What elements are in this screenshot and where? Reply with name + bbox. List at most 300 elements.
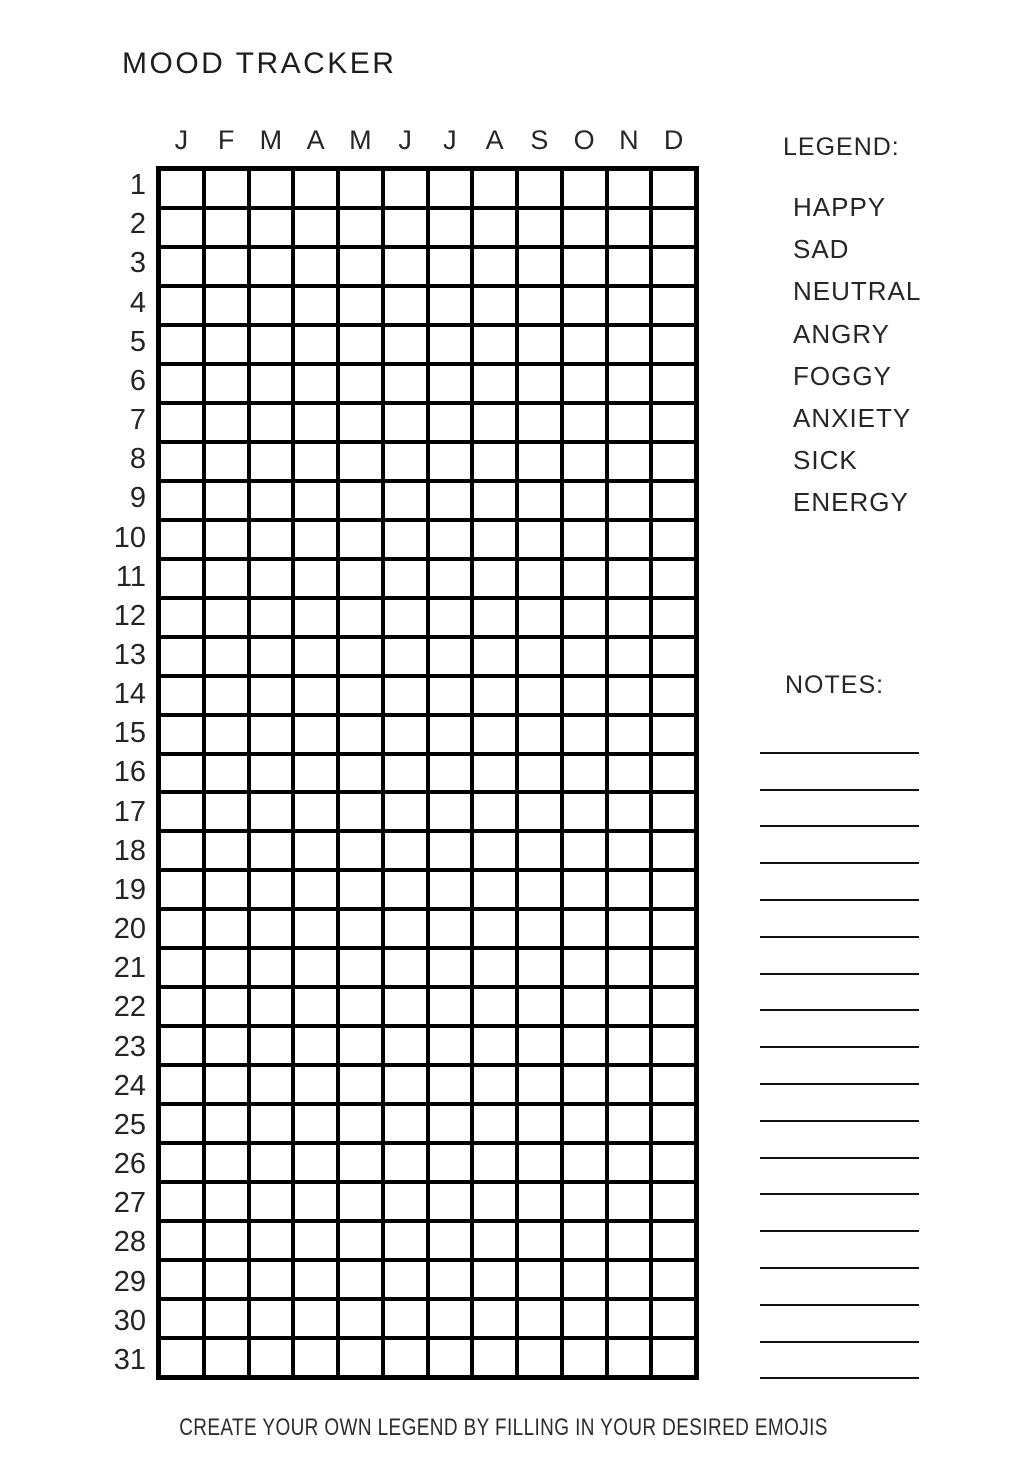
mood-cell[interactable] bbox=[385, 288, 426, 323]
mood-cell[interactable] bbox=[474, 1028, 515, 1063]
mood-cell[interactable] bbox=[340, 561, 381, 596]
mood-cell[interactable] bbox=[609, 1301, 650, 1336]
mood-cell[interactable] bbox=[430, 561, 471, 596]
mood-cell[interactable] bbox=[609, 717, 650, 752]
note-line[interactable] bbox=[760, 938, 919, 975]
mood-cell[interactable] bbox=[161, 794, 202, 829]
mood-cell[interactable] bbox=[251, 483, 292, 518]
mood-cell[interactable] bbox=[340, 1028, 381, 1063]
mood-cell[interactable] bbox=[385, 639, 426, 674]
mood-cell[interactable] bbox=[653, 561, 694, 596]
mood-cell[interactable] bbox=[564, 794, 605, 829]
mood-cell[interactable] bbox=[340, 171, 381, 206]
mood-cell[interactable] bbox=[653, 210, 694, 245]
mood-cell[interactable] bbox=[161, 911, 202, 946]
mood-cell[interactable] bbox=[474, 483, 515, 518]
mood-cell[interactable] bbox=[385, 1067, 426, 1102]
mood-cell[interactable] bbox=[206, 171, 247, 206]
mood-cell[interactable] bbox=[564, 210, 605, 245]
mood-cell[interactable] bbox=[474, 678, 515, 713]
mood-cell[interactable] bbox=[564, 1262, 605, 1297]
mood-cell[interactable] bbox=[519, 405, 560, 440]
mood-cell[interactable] bbox=[251, 366, 292, 401]
mood-cell[interactable] bbox=[519, 366, 560, 401]
mood-cell[interactable] bbox=[519, 483, 560, 518]
mood-cell[interactable] bbox=[609, 639, 650, 674]
mood-cell[interactable] bbox=[251, 249, 292, 284]
mood-cell[interactable] bbox=[206, 1262, 247, 1297]
mood-cell[interactable] bbox=[474, 522, 515, 557]
mood-cell[interactable] bbox=[251, 717, 292, 752]
mood-cell[interactable] bbox=[653, 1262, 694, 1297]
mood-cell[interactable] bbox=[161, 872, 202, 907]
mood-cell[interactable] bbox=[206, 210, 247, 245]
mood-cell[interactable] bbox=[564, 756, 605, 791]
mood-cell[interactable] bbox=[653, 522, 694, 557]
mood-cell[interactable] bbox=[251, 1301, 292, 1336]
mood-cell[interactable] bbox=[564, 1067, 605, 1102]
mood-cell[interactable] bbox=[519, 1106, 560, 1141]
mood-cell[interactable] bbox=[385, 1340, 426, 1375]
mood-cell[interactable] bbox=[295, 366, 336, 401]
mood-cell[interactable] bbox=[340, 249, 381, 284]
mood-cell[interactable] bbox=[609, 522, 650, 557]
mood-cell[interactable] bbox=[474, 717, 515, 752]
mood-cell[interactable] bbox=[340, 833, 381, 868]
mood-cell[interactable] bbox=[653, 1184, 694, 1219]
mood-cell[interactable] bbox=[206, 639, 247, 674]
mood-cell[interactable] bbox=[251, 1184, 292, 1219]
mood-cell[interactable] bbox=[564, 249, 605, 284]
mood-cell[interactable] bbox=[340, 717, 381, 752]
mood-cell[interactable] bbox=[385, 444, 426, 479]
mood-cell[interactable] bbox=[474, 366, 515, 401]
mood-cell[interactable] bbox=[609, 989, 650, 1024]
mood-cell[interactable] bbox=[295, 989, 336, 1024]
mood-cell[interactable] bbox=[430, 1028, 471, 1063]
mood-cell[interactable] bbox=[519, 600, 560, 635]
mood-cell[interactable] bbox=[206, 794, 247, 829]
mood-cell[interactable] bbox=[340, 794, 381, 829]
mood-cell[interactable] bbox=[564, 872, 605, 907]
mood-cell[interactable] bbox=[474, 1145, 515, 1180]
mood-cell[interactable] bbox=[564, 989, 605, 1024]
mood-cell[interactable] bbox=[295, 288, 336, 323]
note-line[interactable] bbox=[760, 754, 919, 791]
mood-cell[interactable] bbox=[161, 717, 202, 752]
note-line[interactable] bbox=[760, 901, 919, 938]
mood-cell[interactable] bbox=[206, 833, 247, 868]
note-line[interactable] bbox=[760, 1343, 919, 1380]
mood-cell[interactable] bbox=[653, 366, 694, 401]
mood-cell[interactable] bbox=[653, 1067, 694, 1102]
mood-cell[interactable] bbox=[295, 405, 336, 440]
mood-cell[interactable] bbox=[340, 639, 381, 674]
mood-cell[interactable] bbox=[430, 171, 471, 206]
mood-cell[interactable] bbox=[653, 911, 694, 946]
mood-cell[interactable] bbox=[609, 249, 650, 284]
mood-cell[interactable] bbox=[340, 600, 381, 635]
mood-cell[interactable] bbox=[519, 1145, 560, 1180]
mood-cell[interactable] bbox=[295, 717, 336, 752]
mood-cell[interactable] bbox=[430, 872, 471, 907]
mood-cell[interactable] bbox=[519, 327, 560, 362]
mood-cell[interactable] bbox=[519, 1028, 560, 1063]
mood-cell[interactable] bbox=[430, 1223, 471, 1258]
mood-cell[interactable] bbox=[385, 483, 426, 518]
mood-cell[interactable] bbox=[206, 1223, 247, 1258]
mood-cell[interactable] bbox=[430, 1340, 471, 1375]
mood-cell[interactable] bbox=[474, 600, 515, 635]
mood-cell[interactable] bbox=[251, 600, 292, 635]
mood-cell[interactable] bbox=[564, 522, 605, 557]
mood-cell[interactable] bbox=[161, 210, 202, 245]
mood-cell[interactable] bbox=[295, 1301, 336, 1336]
mood-cell[interactable] bbox=[161, 366, 202, 401]
mood-cell[interactable] bbox=[251, 911, 292, 946]
mood-cell[interactable] bbox=[609, 366, 650, 401]
mood-cell[interactable] bbox=[251, 405, 292, 440]
note-line[interactable] bbox=[760, 1269, 919, 1306]
mood-cell[interactable] bbox=[385, 678, 426, 713]
mood-cell[interactable] bbox=[474, 833, 515, 868]
mood-cell[interactable] bbox=[519, 444, 560, 479]
mood-cell[interactable] bbox=[385, 210, 426, 245]
mood-cell[interactable] bbox=[385, 1223, 426, 1258]
mood-cell[interactable] bbox=[206, 366, 247, 401]
mood-cell[interactable] bbox=[340, 989, 381, 1024]
mood-cell[interactable] bbox=[251, 327, 292, 362]
mood-cell[interactable] bbox=[251, 561, 292, 596]
mood-cell[interactable] bbox=[609, 872, 650, 907]
mood-cell[interactable] bbox=[295, 1262, 336, 1297]
mood-cell[interactable] bbox=[653, 249, 694, 284]
mood-cell[interactable] bbox=[653, 989, 694, 1024]
mood-cell[interactable] bbox=[161, 950, 202, 985]
mood-cell[interactable] bbox=[206, 1184, 247, 1219]
mood-cell[interactable] bbox=[385, 756, 426, 791]
mood-cell[interactable] bbox=[609, 1184, 650, 1219]
mood-cell[interactable] bbox=[161, 1184, 202, 1219]
mood-cell[interactable] bbox=[609, 794, 650, 829]
mood-cell[interactable] bbox=[161, 1301, 202, 1336]
mood-cell[interactable] bbox=[251, 1106, 292, 1141]
mood-cell[interactable] bbox=[474, 288, 515, 323]
mood-cell[interactable] bbox=[609, 1340, 650, 1375]
mood-cell[interactable] bbox=[474, 911, 515, 946]
mood-cell[interactable] bbox=[519, 756, 560, 791]
mood-cell[interactable] bbox=[474, 1262, 515, 1297]
mood-cell[interactable] bbox=[340, 1106, 381, 1141]
mood-cell[interactable] bbox=[295, 561, 336, 596]
mood-cell[interactable] bbox=[295, 833, 336, 868]
mood-cell[interactable] bbox=[161, 1106, 202, 1141]
mood-cell[interactable] bbox=[474, 1106, 515, 1141]
mood-cell[interactable] bbox=[295, 1340, 336, 1375]
mood-cell[interactable] bbox=[564, 717, 605, 752]
mood-cell[interactable] bbox=[653, 1340, 694, 1375]
mood-cell[interactable] bbox=[474, 171, 515, 206]
mood-cell[interactable] bbox=[385, 561, 426, 596]
mood-cell[interactable] bbox=[385, 249, 426, 284]
mood-cell[interactable] bbox=[340, 444, 381, 479]
mood-cell[interactable] bbox=[430, 833, 471, 868]
note-line[interactable] bbox=[760, 827, 919, 864]
mood-cell[interactable] bbox=[161, 1223, 202, 1258]
mood-cell[interactable] bbox=[609, 1223, 650, 1258]
mood-cell[interactable] bbox=[251, 678, 292, 713]
mood-cell[interactable] bbox=[295, 327, 336, 362]
mood-cell[interactable] bbox=[385, 171, 426, 206]
mood-cell[interactable] bbox=[609, 911, 650, 946]
mood-cell[interactable] bbox=[385, 405, 426, 440]
mood-cell[interactable] bbox=[295, 171, 336, 206]
mood-cell[interactable] bbox=[161, 483, 202, 518]
mood-cell[interactable] bbox=[430, 794, 471, 829]
note-line[interactable] bbox=[760, 1085, 919, 1122]
mood-cell[interactable] bbox=[609, 678, 650, 713]
mood-cell[interactable] bbox=[430, 444, 471, 479]
mood-cell[interactable] bbox=[653, 600, 694, 635]
mood-cell[interactable] bbox=[430, 366, 471, 401]
mood-cell[interactable] bbox=[206, 522, 247, 557]
mood-cell[interactable] bbox=[609, 1262, 650, 1297]
mood-cell[interactable] bbox=[251, 756, 292, 791]
mood-cell[interactable] bbox=[609, 833, 650, 868]
mood-cell[interactable] bbox=[295, 249, 336, 284]
mood-cell[interactable] bbox=[251, 1067, 292, 1102]
mood-cell[interactable] bbox=[385, 600, 426, 635]
mood-cell[interactable] bbox=[206, 950, 247, 985]
mood-cell[interactable] bbox=[161, 1067, 202, 1102]
mood-cell[interactable] bbox=[385, 950, 426, 985]
mood-cell[interactable] bbox=[206, 1145, 247, 1180]
mood-cell[interactable] bbox=[653, 444, 694, 479]
mood-cell[interactable] bbox=[653, 1106, 694, 1141]
mood-cell[interactable] bbox=[430, 249, 471, 284]
mood-cell[interactable] bbox=[251, 872, 292, 907]
mood-cell[interactable] bbox=[519, 872, 560, 907]
mood-cell[interactable] bbox=[340, 1340, 381, 1375]
mood-cell[interactable] bbox=[653, 483, 694, 518]
mood-cell[interactable] bbox=[206, 911, 247, 946]
mood-cell[interactable] bbox=[251, 210, 292, 245]
mood-cell[interactable] bbox=[653, 1145, 694, 1180]
mood-cell[interactable] bbox=[653, 288, 694, 323]
mood-cell[interactable] bbox=[564, 1028, 605, 1063]
mood-cell[interactable] bbox=[430, 911, 471, 946]
mood-cell[interactable] bbox=[206, 1067, 247, 1102]
mood-cell[interactable] bbox=[564, 561, 605, 596]
mood-cell[interactable] bbox=[474, 405, 515, 440]
mood-cell[interactable] bbox=[206, 288, 247, 323]
mood-cell[interactable] bbox=[385, 794, 426, 829]
mood-cell[interactable] bbox=[430, 989, 471, 1024]
mood-cell[interactable] bbox=[385, 833, 426, 868]
mood-cell[interactable] bbox=[161, 249, 202, 284]
mood-cell[interactable] bbox=[161, 171, 202, 206]
mood-cell[interactable] bbox=[385, 522, 426, 557]
mood-cell[interactable] bbox=[161, 561, 202, 596]
mood-cell[interactable] bbox=[385, 717, 426, 752]
mood-cell[interactable] bbox=[474, 950, 515, 985]
mood-cell[interactable] bbox=[340, 1262, 381, 1297]
mood-cell[interactable] bbox=[251, 639, 292, 674]
mood-cell[interactable] bbox=[519, 833, 560, 868]
mood-cell[interactable] bbox=[430, 210, 471, 245]
mood-cell[interactable] bbox=[295, 756, 336, 791]
mood-cell[interactable] bbox=[251, 288, 292, 323]
mood-cell[interactable] bbox=[430, 1184, 471, 1219]
mood-cell[interactable] bbox=[340, 950, 381, 985]
mood-cell[interactable] bbox=[474, 1067, 515, 1102]
note-line[interactable] bbox=[760, 717, 919, 754]
mood-cell[interactable] bbox=[251, 950, 292, 985]
mood-cell[interactable] bbox=[206, 327, 247, 362]
mood-cell[interactable] bbox=[295, 600, 336, 635]
mood-cell[interactable] bbox=[430, 678, 471, 713]
mood-cell[interactable] bbox=[206, 561, 247, 596]
mood-cell[interactable] bbox=[161, 600, 202, 635]
mood-cell[interactable] bbox=[161, 989, 202, 1024]
note-line[interactable] bbox=[760, 1048, 919, 1085]
mood-cell[interactable] bbox=[609, 950, 650, 985]
mood-cell[interactable] bbox=[340, 1301, 381, 1336]
mood-cell[interactable] bbox=[430, 1106, 471, 1141]
mood-cell[interactable] bbox=[295, 872, 336, 907]
mood-cell[interactable] bbox=[161, 327, 202, 362]
mood-cell[interactable] bbox=[564, 600, 605, 635]
mood-cell[interactable] bbox=[251, 522, 292, 557]
mood-cell[interactable] bbox=[519, 678, 560, 713]
mood-cell[interactable] bbox=[609, 327, 650, 362]
mood-cell[interactable] bbox=[474, 1340, 515, 1375]
mood-cell[interactable] bbox=[295, 794, 336, 829]
mood-cell[interactable] bbox=[295, 483, 336, 518]
mood-cell[interactable] bbox=[653, 756, 694, 791]
mood-cell[interactable] bbox=[206, 405, 247, 440]
mood-cell[interactable] bbox=[251, 1223, 292, 1258]
mood-cell[interactable] bbox=[474, 561, 515, 596]
mood-cell[interactable] bbox=[340, 366, 381, 401]
mood-cell[interactable] bbox=[340, 756, 381, 791]
mood-cell[interactable] bbox=[295, 639, 336, 674]
mood-cell[interactable] bbox=[340, 1067, 381, 1102]
mood-cell[interactable] bbox=[653, 1301, 694, 1336]
mood-cell[interactable] bbox=[519, 950, 560, 985]
mood-cell[interactable] bbox=[206, 483, 247, 518]
mood-cell[interactable] bbox=[519, 171, 560, 206]
mood-cell[interactable] bbox=[251, 833, 292, 868]
mood-cell[interactable] bbox=[653, 872, 694, 907]
mood-cell[interactable] bbox=[474, 794, 515, 829]
mood-cell[interactable] bbox=[340, 1145, 381, 1180]
mood-cell[interactable] bbox=[385, 872, 426, 907]
mood-cell[interactable] bbox=[295, 1184, 336, 1219]
mood-cell[interactable] bbox=[564, 1301, 605, 1336]
mood-cell[interactable] bbox=[519, 1184, 560, 1219]
mood-cell[interactable] bbox=[474, 989, 515, 1024]
mood-cell[interactable] bbox=[519, 561, 560, 596]
mood-cell[interactable] bbox=[609, 1106, 650, 1141]
mood-cell[interactable] bbox=[340, 210, 381, 245]
mood-cell[interactable] bbox=[519, 794, 560, 829]
mood-cell[interactable] bbox=[564, 483, 605, 518]
mood-cell[interactable] bbox=[161, 1340, 202, 1375]
mood-cell[interactable] bbox=[519, 989, 560, 1024]
mood-cell[interactable] bbox=[206, 1301, 247, 1336]
mood-cell[interactable] bbox=[519, 522, 560, 557]
mood-cell[interactable] bbox=[295, 1028, 336, 1063]
mood-cell[interactable] bbox=[161, 833, 202, 868]
mood-cell[interactable] bbox=[251, 171, 292, 206]
mood-cell[interactable] bbox=[295, 1067, 336, 1102]
mood-cell[interactable] bbox=[295, 1106, 336, 1141]
mood-cell[interactable] bbox=[161, 1262, 202, 1297]
mood-cell[interactable] bbox=[653, 794, 694, 829]
mood-cell[interactable] bbox=[653, 327, 694, 362]
mood-cell[interactable] bbox=[564, 1106, 605, 1141]
mood-cell[interactable] bbox=[206, 678, 247, 713]
note-line[interactable] bbox=[760, 1195, 919, 1232]
mood-cell[interactable] bbox=[564, 327, 605, 362]
mood-cell[interactable] bbox=[251, 1262, 292, 1297]
note-line[interactable] bbox=[760, 1159, 919, 1196]
mood-cell[interactable] bbox=[564, 678, 605, 713]
mood-cell[interactable] bbox=[340, 911, 381, 946]
mood-cell[interactable] bbox=[251, 444, 292, 479]
mood-cell[interactable] bbox=[161, 405, 202, 440]
mood-cell[interactable] bbox=[474, 1184, 515, 1219]
mood-cell[interactable] bbox=[653, 405, 694, 440]
mood-cell[interactable] bbox=[609, 756, 650, 791]
mood-cell[interactable] bbox=[161, 1145, 202, 1180]
mood-cell[interactable] bbox=[609, 483, 650, 518]
mood-cell[interactable] bbox=[564, 911, 605, 946]
mood-cell[interactable] bbox=[295, 522, 336, 557]
mood-cell[interactable] bbox=[564, 405, 605, 440]
mood-cell[interactable] bbox=[653, 717, 694, 752]
mood-cell[interactable] bbox=[609, 1067, 650, 1102]
mood-cell[interactable] bbox=[340, 405, 381, 440]
mood-cell[interactable] bbox=[295, 210, 336, 245]
note-line[interactable] bbox=[760, 864, 919, 901]
note-line[interactable] bbox=[760, 1232, 919, 1269]
mood-cell[interactable] bbox=[430, 1067, 471, 1102]
mood-cell[interactable] bbox=[609, 1145, 650, 1180]
mood-cell[interactable] bbox=[609, 600, 650, 635]
mood-cell[interactable] bbox=[609, 288, 650, 323]
mood-cell[interactable] bbox=[519, 717, 560, 752]
mood-cell[interactable] bbox=[161, 288, 202, 323]
mood-cell[interactable] bbox=[251, 1340, 292, 1375]
mood-cell[interactable] bbox=[653, 1028, 694, 1063]
mood-cell[interactable] bbox=[474, 756, 515, 791]
mood-cell[interactable] bbox=[519, 1301, 560, 1336]
mood-cell[interactable] bbox=[206, 989, 247, 1024]
mood-cell[interactable] bbox=[430, 950, 471, 985]
mood-cell[interactable] bbox=[161, 522, 202, 557]
mood-cell[interactable] bbox=[430, 483, 471, 518]
mood-cell[interactable] bbox=[385, 989, 426, 1024]
mood-cell[interactable] bbox=[430, 1145, 471, 1180]
mood-cell[interactable] bbox=[161, 444, 202, 479]
mood-cell[interactable] bbox=[206, 444, 247, 479]
mood-cell[interactable] bbox=[340, 288, 381, 323]
mood-cell[interactable] bbox=[340, 522, 381, 557]
mood-cell[interactable] bbox=[609, 444, 650, 479]
mood-cell[interactable] bbox=[609, 210, 650, 245]
